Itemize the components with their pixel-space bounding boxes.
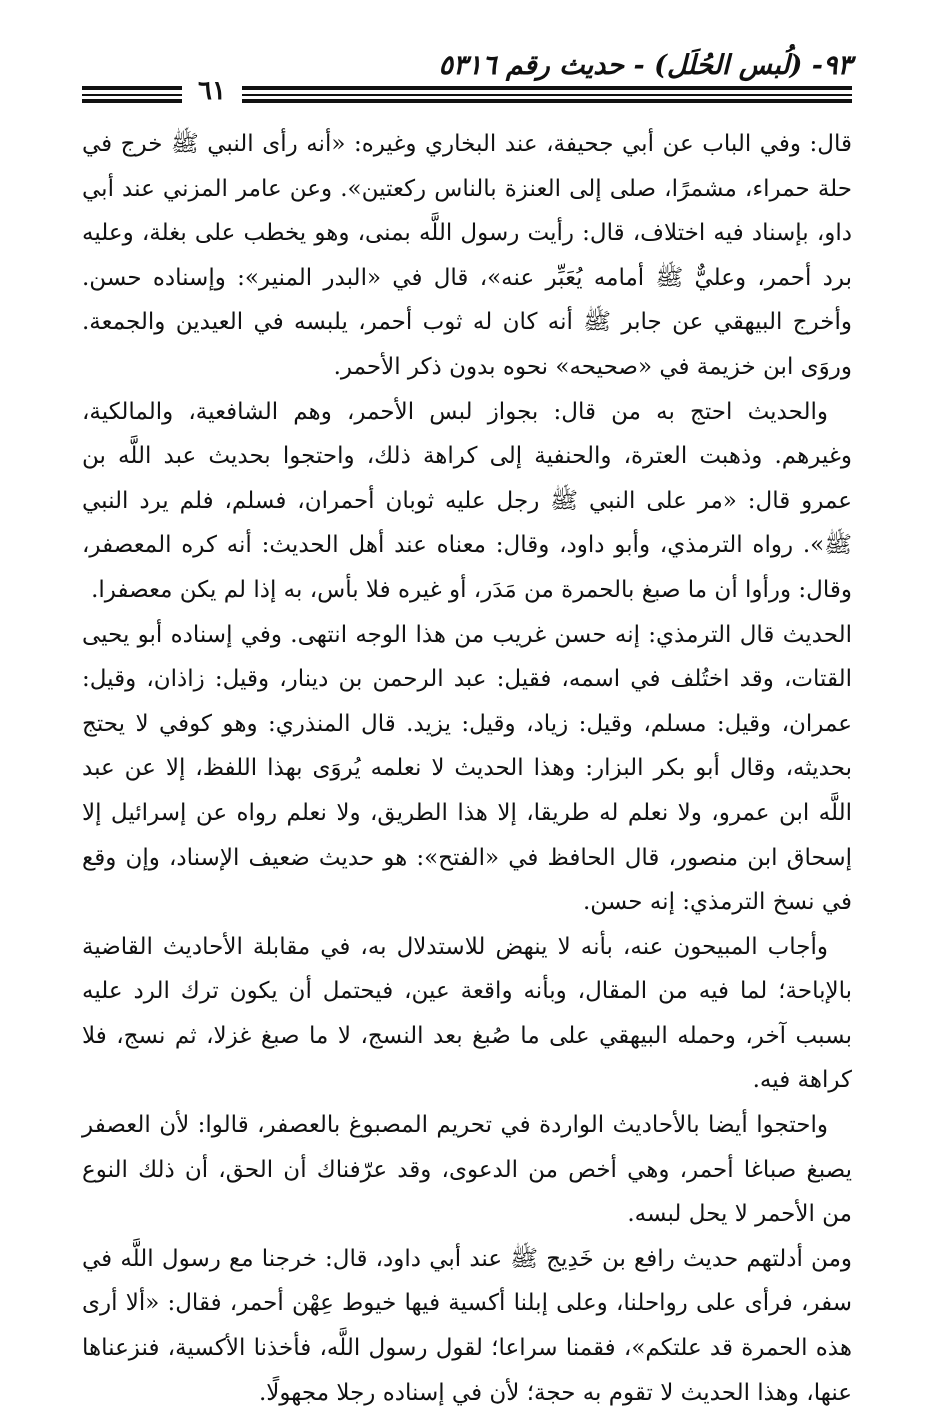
page-number: ٦١ — [182, 76, 242, 106]
running-header — [82, 46, 852, 106]
paragraph-6: ومن أدلتهم حديث رافع بن خَدِيج ﷺ عند أبي داود، قال: خرجنا مع رسول اللَّه في سفر، فرأى على رواحلنا، وعلى إبلنا أكسية فيها خيوط عِهْن أحمر، فقال: «ألا أرى هذه الحمرة قد علتكم»، فقمنا سراعا؛ لقول رسول اللَّه، فأخذنا الأكسية، فنزعناها عنها، وهذا الحديث لا تقوم به حجة؛ لأن في إسناده رجلا مجهولًا. — [82, 1245, 852, 1406]
paragraph-3: الحديث قال الترمذي: إنه حسن غريب من هذا الوجه انتهى. وفي إسناده أبو يحيى القتات، وقد اختُلف في اسمه، فقيل: عبد الرحمن بن دينار، وقيل: زاذان، وقيل: عمران، وقيل: مسلم، وقيل: زياد، وقيل: يزيد. قال المنذري: وهو كوفي لا يحتج بحديثه، وقال أبو بكر البزار: وهذا الحديث لا نعلمه يُروَى بهذا اللفظ، إلا عن عبد اللَّه ابن عمرو، ولا نعلم له طريقا، إلا هذا الطريق، ولا نعلم رواه عن إسرائيل إلا إسحاق ابن منصور، قال الحافظ في «الفتح»: هو حديث ضعيف الإسناد، وإن وقع في نسخ الترمذي: إنه حسن. — [82, 621, 852, 916]
paragraph-5: واحتجوا أيضا بالأحاديث الواردة في تحريم المصبوغ بالعصفر، قالوا: لأن العصفر يصبغ صباغا أحمر، وهي أخص من الدعوى، وقد عرّفناك أن الحق، أن ذلك النوع من الأحمر لا يحل لبسه. — [82, 1112, 852, 1228]
paragraph-1: قال: وفي الباب عن أبي جحيفة، عند البخاري وغيره: «أنه رأى النبي ﷺ خرج في حلة حمراء، مشمرًا، صلى إلى العنزة بالناس ركعتين». وعن عامر المزني عند أبي داو، بإسناد فيه اختلاف، قال: رأيت رسول اللَّه بمنى، وهو يخطب على بغلة، وعليه برد أحمر، وعليٌّ ﷺ أمامه يُعَبِّر عنه»، قال في «البدر المنير»: وإسناده حسن. وأخرج البيهقي عن جابر ﷺ أنه كان له ثوب أحمر، يلبسه في العيدين والجمعة. وروَى ابن خزيمة في «صحيحه» نحوه بدون ذكر الأحمر. — [82, 131, 852, 380]
paragraph-2: والحديث احتج به من قال: بجواز لبس الأحمر، وهم الشافعية، والمالكية، وغيرهم. وذهبت العترة، والحنفية إلى كراهة ذلك، واحتجوا بحديث عبد اللَّه بن عمرو قال: «مر على النبي ﷺ رجل عليه ثوبان أحمران، فسلم، فلم يرد النبي ﷺ». رواه الترمذي، وأبو داود، وقال: معناه عند أهل الحديث: أنه كره المعصفر، وقال: ورأوا أن ما صبغ بالحمرة من مَدَر، أو غيره فلا بأس، به إذا لم يكن معصفرا. — [82, 398, 852, 603]
body-text — [82, 122, 852, 1415]
chapter-heading: ٩٣- (لُبس الحُلَل) - حديث رقم ٥٣١٦ — [438, 50, 852, 81]
paragraph-4: وأجاب المبيحون عنه، بأنه لا ينهض للاستدلال به، في مقابلة الأحاديث القاضية بالإباحة؛ لما فيه من المقال، وبأنه واقعة عين، فيحتمل أن يكون ترك الرد عليه بسبب آخر، وحمله البيهقي على ما صُبغ بعد النسج، لا ما صبغ غزلا، ثم نسج، فلا كراهة فيه. — [82, 933, 853, 1094]
